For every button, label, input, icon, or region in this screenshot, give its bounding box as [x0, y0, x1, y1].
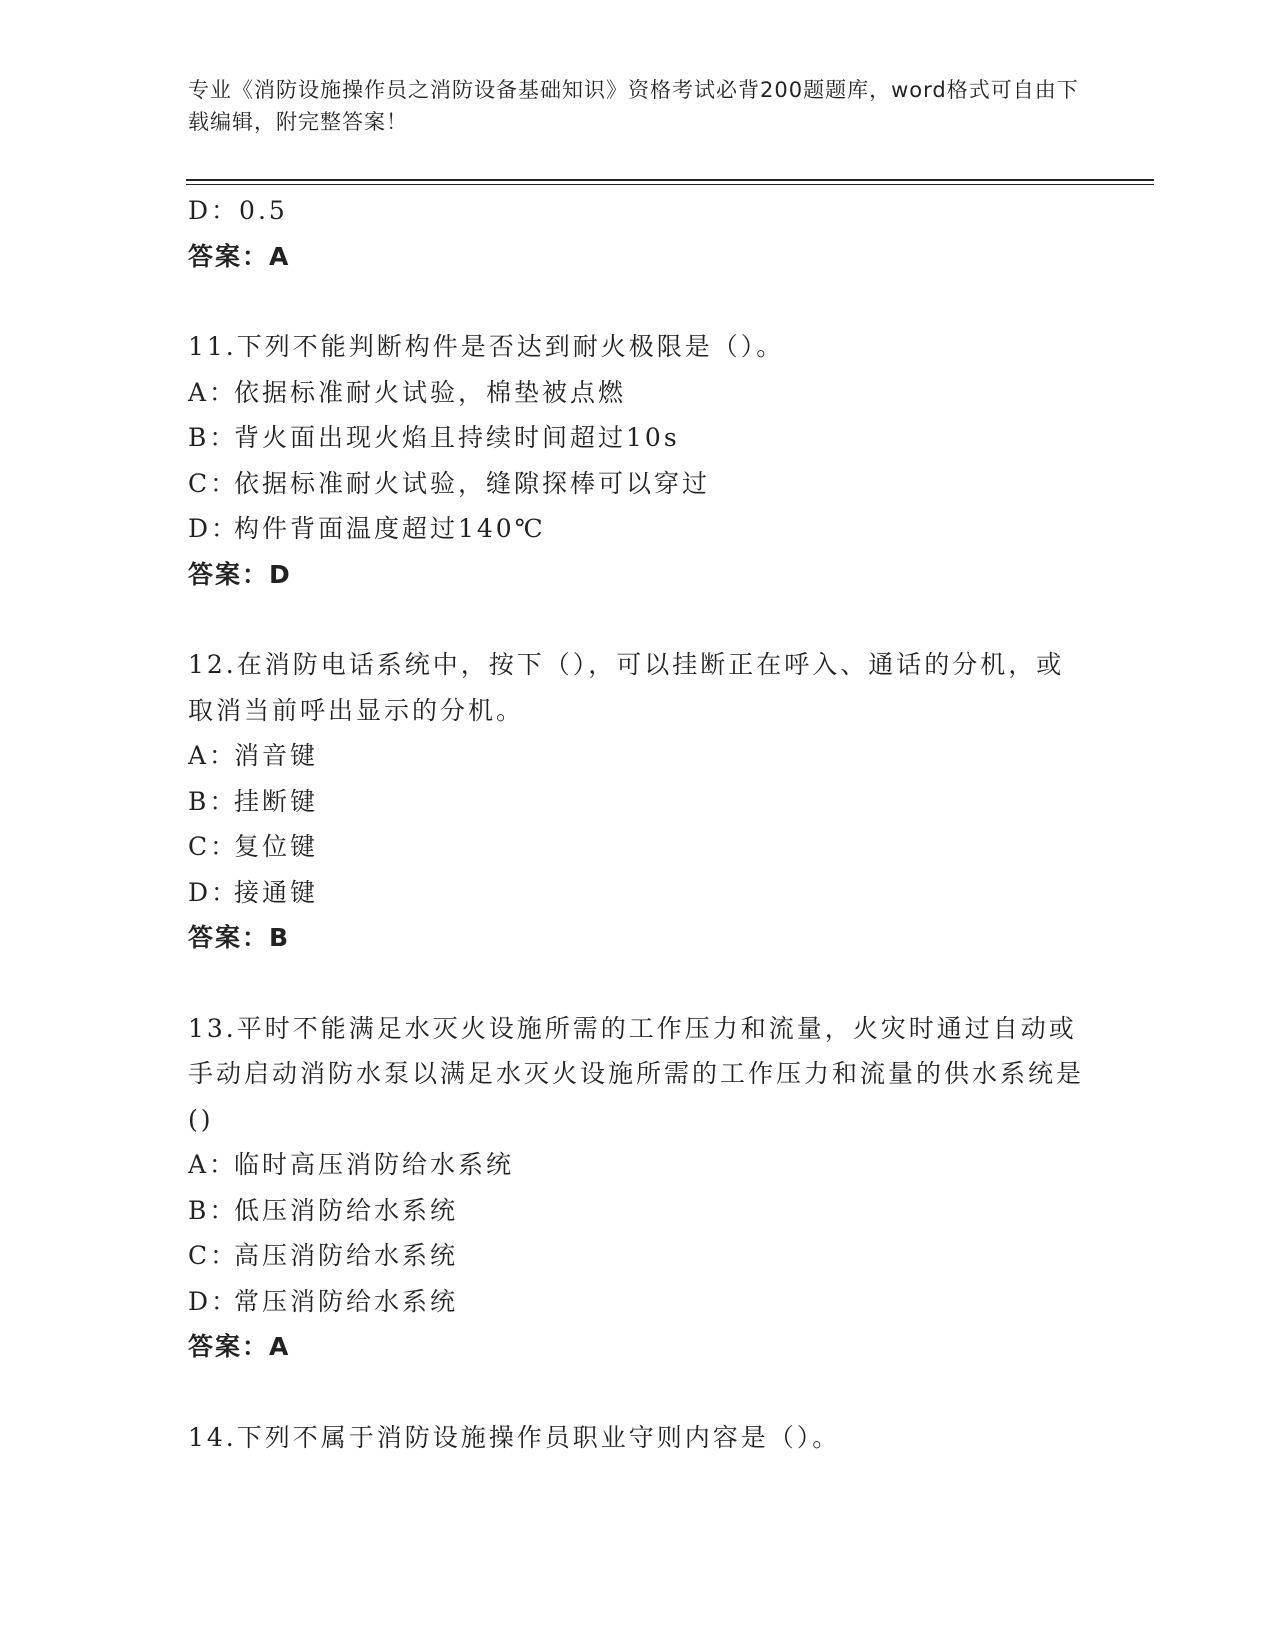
- question-text: 11.下列不能判断构件是否达到耐火极限是（）。: [188, 332, 785, 361]
- option-text: 高压消防给水系统: [234, 1241, 459, 1270]
- option-letter: B：: [188, 423, 238, 452]
- option-text: 依据标准耐火试验，缝隙探棒可以穿过: [234, 468, 711, 498]
- option-b: [188, 415, 1088, 461]
- question-13: [188, 1006, 1088, 1370]
- header-divider-thin: [186, 184, 1154, 185]
- question-text: 14.下列不属于消防设施操作员职业守则内容是（）。: [188, 1422, 841, 1452]
- question-12: [188, 642, 1088, 961]
- option-letter: C：: [188, 832, 239, 861]
- option-b: [188, 779, 1088, 825]
- option-letter: D：: [188, 877, 240, 907]
- option-text: 背火面出现火焰且持续时间超过10s: [234, 423, 680, 452]
- question-text: 12.在消防电话系统中，按下（），可以挂断正在呼入、通话的分机，或取消当前呼出显示的分机。: [188, 650, 1065, 725]
- option-text: 临时高压消防给水系统: [234, 1150, 515, 1179]
- carryover-option-d: D：0.5: [188, 196, 288, 225]
- option-letter: A：: [188, 1150, 238, 1179]
- option-letter: B：: [188, 786, 238, 816]
- option-a: [188, 1142, 1088, 1188]
- option-text: 挂断键: [234, 786, 319, 816]
- option-text: 复位键: [234, 832, 319, 861]
- carryover-answer: 答案：A: [188, 241, 291, 271]
- question-11: [188, 324, 1088, 597]
- option-text: 依据标准耐火试验，棉垫被点燃: [234, 377, 627, 407]
- option-text: 常压消防给水系统: [234, 1286, 459, 1316]
- option-a: [188, 370, 1088, 416]
- question-14: [188, 1415, 1088, 1461]
- option-text: 接通键: [234, 877, 319, 907]
- option-c: [188, 1233, 1088, 1279]
- question-text: 13.平时不能满足水灭火设施所需的工作压力和流量，火灾时通过自动或手动启动消防水泵以满足水灭火设施所需的工作压力和流量的供水系统是(): [188, 1013, 1085, 1134]
- option-letter: C：: [188, 468, 239, 498]
- answer: 答案：A: [188, 1332, 291, 1361]
- header-divider-thick: [186, 179, 1154, 181]
- option-letter: D：: [188, 514, 240, 543]
- option-d: [188, 506, 1088, 552]
- option-d: [188, 1279, 1088, 1325]
- option-text: 构件背面温度超过140℃: [234, 514, 546, 543]
- option-letter: B：: [188, 1195, 238, 1225]
- option-letter: A：: [188, 741, 238, 770]
- document-header: 专业《消防设施操作员之消防设备基础知识》资格考试必背200题题库，word格式可自由下载编辑，附完整答案！: [188, 78, 1079, 134]
- option-text: 低压消防给水系统: [234, 1195, 459, 1225]
- answer: 答案：D: [188, 559, 292, 589]
- option-a: [188, 733, 1088, 779]
- option-b: [188, 1188, 1088, 1234]
- option-text: 消音键: [234, 741, 319, 770]
- option-letter: D：: [188, 1286, 240, 1316]
- option-letter: C：: [188, 1241, 239, 1270]
- option-c: [188, 461, 1088, 507]
- option-d: [188, 870, 1088, 916]
- question-content: [188, 188, 1088, 1460]
- option-letter: A：: [188, 377, 238, 407]
- option-c: [188, 824, 1088, 870]
- answer: 答案：B: [188, 923, 291, 952]
